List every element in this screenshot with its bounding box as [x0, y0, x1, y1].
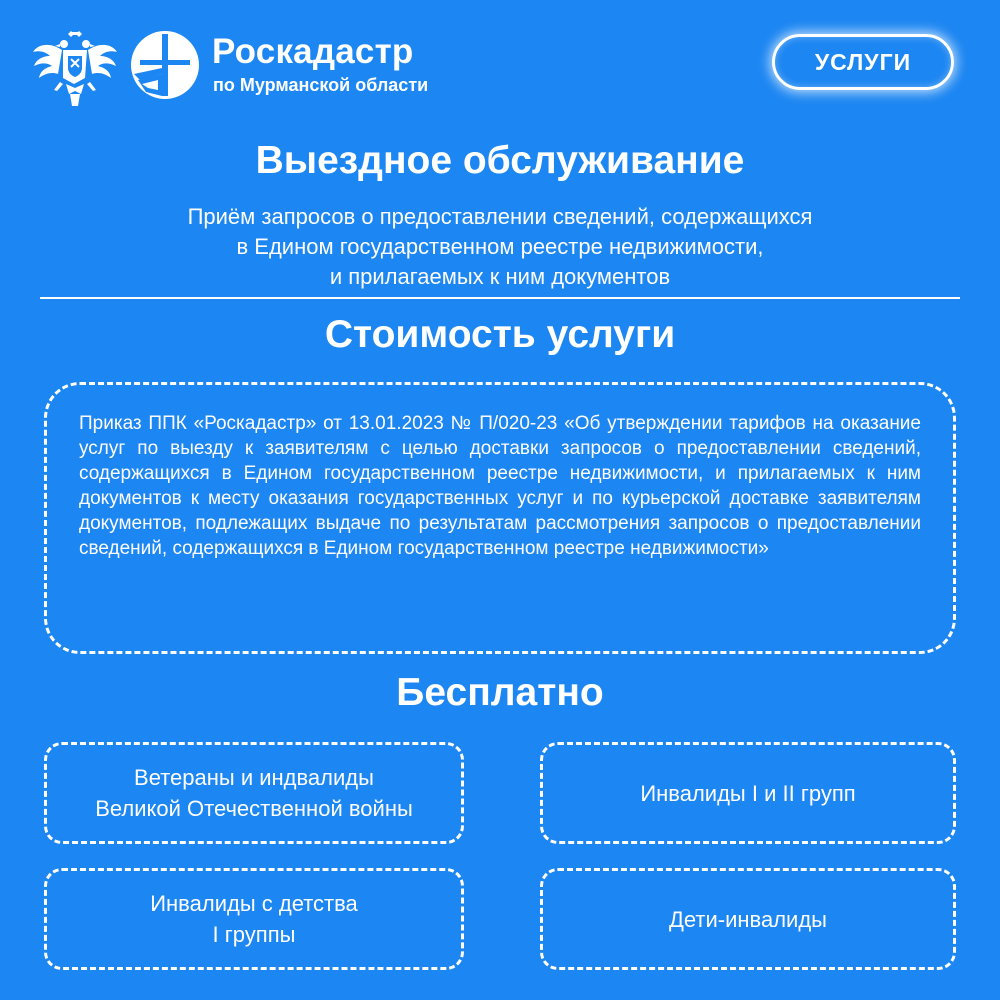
free-category-label: I группы	[212, 922, 296, 947]
roskadastr-house-logo-icon	[130, 30, 200, 100]
free-category-card	[540, 742, 956, 844]
free-category-card	[540, 868, 956, 970]
services-button[interactable]: УСЛУГИ	[772, 34, 954, 90]
free-category-card	[44, 868, 464, 970]
subtitle-line: и прилагаемых к ним документов	[329, 264, 671, 289]
order-reference-box	[44, 382, 956, 654]
subtitle-line: Приём запросов о предоставлении сведений, содержащихся	[187, 204, 813, 229]
cost-section-title: Стоимость услуги	[324, 313, 676, 356]
brand-region: по Мурманской области	[213, 75, 429, 95]
section-divider	[40, 297, 960, 299]
subtitle-line: в Едином государственном реестре недвижимости,	[236, 234, 764, 259]
double-headed-eagle-icon	[32, 30, 118, 108]
free-section-title: Бесплатно	[396, 671, 604, 714]
page-subtitle	[0, 202, 1000, 292]
brand-name: Роскадастр	[212, 32, 414, 71]
free-category-label: Инвалиды I и II групп	[640, 780, 856, 806]
free-category-card	[44, 742, 464, 844]
order-reference-text: Приказ ППК «Роскадастр» от 13.01.2023 № П/020-23 «Об утверждении тарифов на оказание услуг по выезду к заявителям с целью доставки запросов о предоставлении сведений, содержащихся в Едином государственном реестре недвижимости, и прилагаемых к ним документов к месту оказания государственных услуг и по курьерской доставке заявителям документов, подлежащих выдаче по результатам рассмотрения запросов о предоставлении сведений, содержащихся в Едином государственном реестре недвижимости»	[79, 413, 921, 559]
header	[0, 0, 1000, 130]
free-category-label: Ветераны и индвалиды	[134, 765, 374, 790]
free-category-label: Дети-инвалиды	[669, 906, 827, 932]
free-category-label: Инвалиды с детства	[150, 891, 358, 916]
free-category-label: Великой Отечественной войны	[95, 796, 413, 821]
page-title: Выездное обслуживание	[255, 139, 745, 182]
